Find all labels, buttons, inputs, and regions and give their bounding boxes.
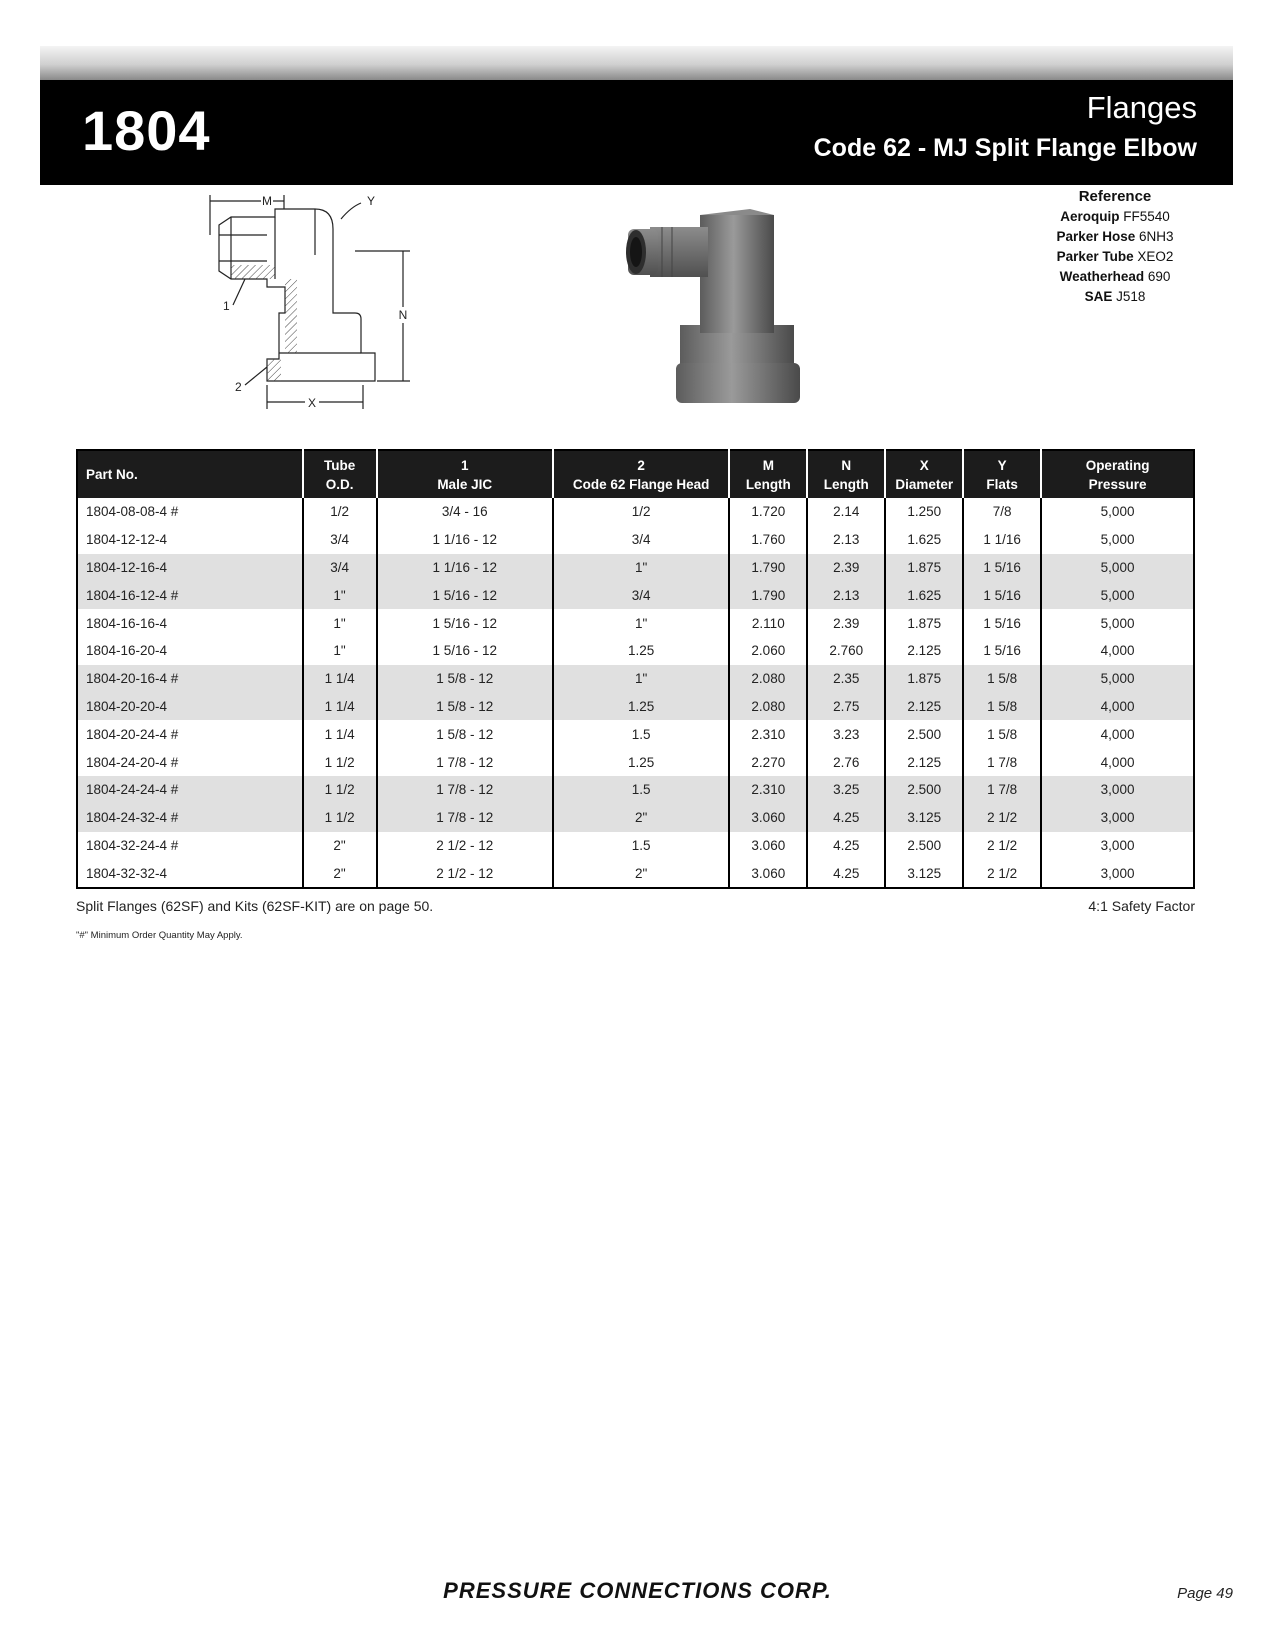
table-cell: 1"	[303, 637, 377, 665]
table-cell: 1"	[553, 554, 729, 582]
table-cell: 1.5	[553, 832, 729, 860]
table-row	[77, 720, 1194, 748]
table-cell: 2.500	[885, 776, 963, 804]
table-cell: 1 7/8	[963, 748, 1041, 776]
table-cell: 2.080	[729, 665, 807, 693]
table-cell: 2.125	[885, 693, 963, 721]
table-cell: 3/4	[553, 526, 729, 554]
col-header-x-diameter: X Diameter	[885, 450, 963, 498]
minimum-order-note: "#" Minimum Order Quantity May Apply.	[76, 930, 243, 941]
table-row	[77, 498, 1194, 526]
product-photo	[610, 205, 850, 420]
table-cell: 3.23	[807, 720, 885, 748]
col-header-operating-pressure: Operating Pressure	[1041, 450, 1194, 498]
table-cell: 2.13	[807, 526, 885, 554]
part-number-title: 1804	[82, 99, 211, 162]
table-cell: 2.35	[807, 665, 885, 693]
table-row	[77, 665, 1194, 693]
table-cell: 3,000	[1041, 804, 1194, 832]
table-cell: 1.790	[729, 554, 807, 582]
table-cell: 1804-12-12-4	[86, 532, 168, 548]
table-cell: 1 5/8	[963, 693, 1041, 721]
table-cell: 2.500	[885, 720, 963, 748]
table-cell: 1.875	[885, 609, 963, 637]
table-cell: 3.060	[729, 804, 807, 832]
table-cell: 2.76	[807, 748, 885, 776]
dim-label-n: N	[398, 308, 408, 322]
table-cell: 3/4	[553, 581, 729, 609]
table-cell: 1 1/4	[303, 665, 377, 693]
table-cell: 1 1/16 - 12	[377, 526, 553, 554]
table-cell: 1 5/16	[963, 581, 1041, 609]
technical-drawing	[205, 195, 420, 430]
table-cell: 1"	[553, 609, 729, 637]
table-cell: 1.875	[885, 554, 963, 582]
table-cell: 5,000	[1041, 609, 1194, 637]
table-cell: 1 5/16	[963, 609, 1041, 637]
table-cell: 2.760	[807, 637, 885, 665]
table-cell: 4.25	[807, 804, 885, 832]
table-cell: 1.25	[553, 637, 729, 665]
table-cell: 1 1/2	[303, 804, 377, 832]
table-cell: 2 1/2	[963, 804, 1041, 832]
table-cell: 2.125	[885, 748, 963, 776]
reference-item: Parker Hose 6NH3	[1056, 229, 1174, 244]
table-cell: 3/4	[303, 554, 377, 582]
table-cell: 3/4	[303, 526, 377, 554]
table-cell: 2.060	[729, 637, 807, 665]
table-cell: 2.75	[807, 693, 885, 721]
split-flange-note: Split Flanges (62SF) and Kits (62SF-KIT) are on page 50.	[76, 898, 434, 914]
table-cell: 1.25	[553, 693, 729, 721]
table-cell: 1 7/8	[963, 776, 1041, 804]
spec-table	[76, 449, 1195, 889]
callout-label-2: 2	[235, 380, 242, 394]
table-cell: 2.080	[729, 693, 807, 721]
table-cell: 1804-20-24-4 #	[86, 726, 179, 742]
table-cell: 1804-16-12-4 #	[77, 581, 303, 609]
table-cell: 4,000	[1041, 748, 1194, 776]
table-cell: 1.720	[729, 498, 807, 526]
table-cell: 1 1/2	[303, 776, 377, 804]
table-cell: 3,000	[1041, 776, 1194, 804]
table-cell: 1 5/16 - 12	[377, 581, 553, 609]
table-row	[77, 748, 1194, 776]
table-cell: 1804-24-24-4 #	[77, 776, 303, 804]
table-cell: 1804-16-16-4	[86, 615, 168, 631]
table-cell: 1.790	[729, 581, 807, 609]
table-cell: 3,000	[1041, 859, 1194, 888]
dim-label-x: X	[307, 396, 317, 410]
reference-panel	[1010, 187, 1220, 307]
col-header-male-jic: 1 Male JIC	[377, 450, 553, 498]
table-row	[77, 609, 1194, 637]
table-cell: 2.39	[807, 609, 885, 637]
table-cell: 2.500	[885, 832, 963, 860]
table-cell: 3,000	[1041, 832, 1194, 860]
table-cell: 1 7/8 - 12	[377, 804, 553, 832]
table-row	[77, 581, 1194, 609]
table-cell: 3.125	[885, 804, 963, 832]
table-cell: 4,000	[1041, 693, 1194, 721]
table-cell: 2.39	[807, 554, 885, 582]
table-cell: 1 5/8	[963, 720, 1041, 748]
table-cell: 5,000	[1041, 498, 1194, 526]
table-cell: 1"	[553, 665, 729, 693]
table-cell: 2"	[303, 859, 377, 888]
table-cell: 4.25	[807, 832, 885, 860]
table-cell: 1804-08-08-4 #	[86, 504, 179, 520]
table-cell: 1804-12-16-4	[77, 554, 303, 582]
table-cell: 1 1/16 - 12	[377, 554, 553, 582]
table-cell: 1 5/8 - 12	[377, 720, 553, 748]
table-cell: 2.310	[729, 720, 807, 748]
table-cell: 2.310	[729, 776, 807, 804]
category-title: Flanges	[1086, 90, 1197, 125]
table-cell: 1 7/8 - 12	[377, 748, 553, 776]
table-cell: 5,000	[1041, 554, 1194, 582]
table-cell: 1"	[303, 609, 377, 637]
table-cell: 1.250	[885, 498, 963, 526]
table-cell: 1 5/16	[963, 637, 1041, 665]
table-cell: 2"	[553, 804, 729, 832]
table-cell: 1 5/8 - 12	[377, 693, 553, 721]
table-cell: 1 5/8 - 12	[377, 665, 553, 693]
table-cell: 1804-20-20-4	[77, 693, 303, 721]
table-cell: 1 5/16 - 12	[377, 609, 553, 637]
table-cell: 7/8	[963, 498, 1041, 526]
table-cell: 1804-24-32-4 #	[77, 804, 303, 832]
table-cell: 1 5/16 - 12	[377, 637, 553, 665]
table-cell: 1 7/8 - 12	[377, 776, 553, 804]
table-header-row	[77, 450, 1194, 498]
company-name: PRESSURE CONNECTIONS CORP.	[443, 1578, 832, 1603]
col-header-tube-od: Tube O.D.	[303, 450, 377, 498]
table-row	[77, 776, 1194, 804]
reference-item: Aeroquip FF5540	[1060, 209, 1170, 224]
table-cell: 4,000	[1041, 720, 1194, 748]
table-row	[77, 637, 1194, 665]
table-cell: 1.760	[729, 526, 807, 554]
table-cell: 2 1/2	[963, 859, 1041, 888]
product-subtitle: Code 62 - MJ Split Flange Elbow	[813, 134, 1197, 162]
table-cell: 2"	[553, 859, 729, 888]
dim-label-y: Y	[367, 195, 376, 208]
reference-item: Parker Tube XEO2	[1056, 249, 1174, 264]
table-cell: 2 1/2 - 12	[377, 859, 553, 888]
table-cell: 1804-24-20-4 #	[86, 754, 179, 770]
table-cell: 4.25	[807, 859, 885, 888]
table-cell: 5,000	[1041, 581, 1194, 609]
table-cell: 1.5	[553, 776, 729, 804]
col-header-n-length: N Length	[807, 450, 885, 498]
table-cell: 2"	[303, 832, 377, 860]
table-cell: 2.110	[729, 609, 807, 637]
col-header-flange-head: 2 Code 62 Flange Head	[553, 450, 729, 498]
page-number: Page 49	[1177, 1585, 1233, 1602]
table-row	[77, 693, 1194, 721]
table-cell: 3.060	[729, 859, 807, 888]
table-cell: 1"	[303, 581, 377, 609]
table-cell: 1804-20-16-4 #	[77, 665, 303, 693]
table-cell: 1 1/2	[303, 748, 377, 776]
table-cell: 5,000	[1041, 526, 1194, 554]
table-cell: 5,000	[1041, 665, 1194, 693]
table-cell: 1 1/4	[303, 720, 377, 748]
table-cell: 1804-16-20-4	[86, 643, 168, 659]
table-cell: 1 1/4	[303, 693, 377, 721]
table-cell: 2 1/2	[963, 832, 1041, 860]
table-cell: 1.625	[885, 581, 963, 609]
table-cell: 1.5	[553, 720, 729, 748]
table-cell: 1/2	[303, 498, 377, 526]
header-gradient-band	[40, 46, 1233, 80]
col-header-part-no: Part No.	[77, 450, 303, 498]
table-row	[77, 804, 1194, 832]
table-cell: 2.125	[885, 637, 963, 665]
table-cell: 3.125	[885, 859, 963, 888]
table-cell: 1804-32-24-4 #	[86, 837, 179, 853]
table-cell: 1804-32-32-4	[86, 865, 168, 881]
table-cell: 2.13	[807, 581, 885, 609]
reference-item: SAE J518	[1084, 289, 1146, 304]
reference-item: Weatherhead 690	[1059, 269, 1171, 284]
table-cell: 2.14	[807, 498, 885, 526]
table-cell: 3.060	[729, 832, 807, 860]
table-cell: 1 1/16	[963, 526, 1041, 554]
safety-factor-note: 4:1 Safety Factor	[1088, 898, 1195, 914]
table-row	[77, 859, 1194, 888]
table-cell: 1.25	[553, 748, 729, 776]
table-row	[77, 832, 1194, 860]
table-cell: 1 5/16	[963, 554, 1041, 582]
table-cell: 1.875	[885, 665, 963, 693]
table-row	[77, 526, 1194, 554]
header-bar	[40, 80, 1233, 185]
dim-label-m: M	[262, 195, 272, 208]
reference-title: Reference	[1078, 188, 1152, 205]
callout-label-1: 1	[223, 299, 230, 313]
table-cell: 3.25	[807, 776, 885, 804]
table-cell: 3/4 - 16	[377, 498, 553, 526]
col-header-m-length: M Length	[729, 450, 807, 498]
table-cell: 4,000	[1041, 637, 1194, 665]
col-header-y-flats: Y Flats	[963, 450, 1041, 498]
table-cell: 1.625	[885, 526, 963, 554]
table-cell: 1 5/8	[963, 665, 1041, 693]
table-row	[77, 554, 1194, 582]
table-cell: 2 1/2 - 12	[377, 832, 553, 860]
table-body	[77, 498, 1194, 888]
table-cell: 1/2	[553, 498, 729, 526]
table-cell: 2.270	[729, 748, 807, 776]
